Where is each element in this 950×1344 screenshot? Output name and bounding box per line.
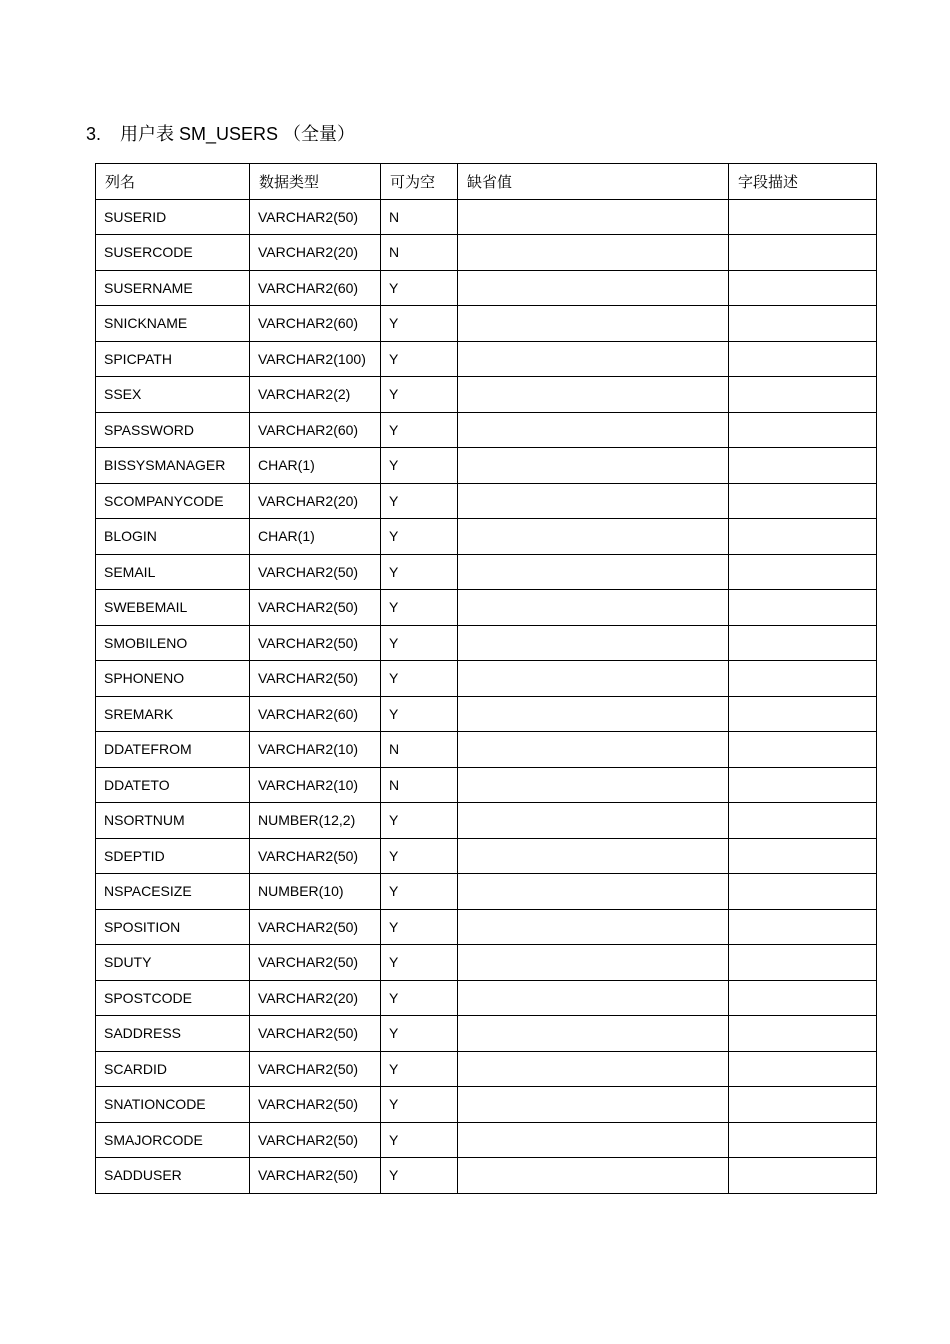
cell-description [729,838,877,874]
cell-description [729,199,877,235]
cell-description [729,661,877,697]
cell-nullable: Y [381,341,458,377]
column-header-description: 字段描述 [729,164,877,200]
cell-nullable: N [381,767,458,803]
cell-data-type: VARCHAR2(50) [250,661,381,697]
cell-description [729,235,877,271]
cell-default [458,1122,729,1158]
cell-nullable: Y [381,838,458,874]
cell-field-name: SNICKNAME [96,306,250,342]
cell-default [458,945,729,981]
cell-nullable: Y [381,306,458,342]
cell-field-name: SADDUSER [96,1158,250,1194]
cell-field-name: SREMARK [96,696,250,732]
cell-nullable: Y [381,696,458,732]
section-heading [86,122,355,146]
cell-nullable: Y [381,874,458,910]
cell-field-name: SCOMPANYCODE [96,483,250,519]
cell-description [729,270,877,306]
cell-data-type: VARCHAR2(60) [250,306,381,342]
cell-default [458,448,729,484]
cell-field-name: SADDRESS [96,1016,250,1052]
table-row [96,945,877,981]
cell-field-name: SPICPATH [96,341,250,377]
cell-data-type: VARCHAR2(50) [250,838,381,874]
cell-description [729,767,877,803]
cell-field-name: NSPACESIZE [96,874,250,910]
cell-default [458,1087,729,1123]
table-row [96,519,877,555]
cell-description [729,412,877,448]
cell-default [458,306,729,342]
cell-description [729,306,877,342]
cell-nullable: Y [381,1016,458,1052]
cell-description [729,448,877,484]
table-row [96,483,877,519]
cell-nullable: Y [381,1087,458,1123]
cell-field-name: BISSYSMANAGER [96,448,250,484]
cell-default [458,1016,729,1052]
cell-description [729,696,877,732]
cell-data-type: VARCHAR2(50) [250,909,381,945]
column-header-default: 缺省值 [458,164,729,200]
cell-nullable: Y [381,625,458,661]
cell-data-type: VARCHAR2(50) [250,1051,381,1087]
table-row [96,767,877,803]
cell-default [458,199,729,235]
cell-description [729,590,877,626]
cell-data-type: CHAR(1) [250,448,381,484]
cell-default [458,377,729,413]
cell-default [458,519,729,555]
table-row [96,625,877,661]
cell-nullable: N [381,199,458,235]
cell-default [458,554,729,590]
cell-field-name: SPASSWORD [96,412,250,448]
cell-field-name: NSORTNUM [96,803,250,839]
cell-description [729,874,877,910]
cell-nullable: Y [381,1051,458,1087]
cell-default [458,803,729,839]
cell-field-name: SUSERNAME [96,270,250,306]
cell-data-type: VARCHAR2(50) [250,554,381,590]
cell-default [458,696,729,732]
cell-nullable: Y [381,590,458,626]
cell-field-name: BLOGIN [96,519,250,555]
table-row [96,909,877,945]
cell-default [458,661,729,697]
cell-nullable: Y [381,1122,458,1158]
cell-nullable: Y [381,554,458,590]
cell-description [729,1158,877,1194]
cell-nullable: N [381,235,458,271]
table-row [96,341,877,377]
cell-data-type: NUMBER(10) [250,874,381,910]
cell-field-name: SUSERID [96,199,250,235]
cell-data-type: VARCHAR2(60) [250,696,381,732]
table-row [96,1158,877,1194]
cell-field-name: SCARDID [96,1051,250,1087]
cell-description [729,483,877,519]
cell-data-type: VARCHAR2(50) [250,590,381,626]
cell-nullable: Y [381,377,458,413]
table-row [96,696,877,732]
cell-description [729,519,877,555]
cell-description [729,1051,877,1087]
cell-data-type: VARCHAR2(2) [250,377,381,413]
table-row [96,306,877,342]
table-row [96,1016,877,1052]
cell-data-type: VARCHAR2(50) [250,1158,381,1194]
cell-default [458,483,729,519]
cell-default [458,1158,729,1194]
column-header-datatype: 数据类型 [250,164,381,200]
table-row [96,448,877,484]
table-row [96,661,877,697]
cell-description [729,803,877,839]
cell-default [458,412,729,448]
cell-data-type: VARCHAR2(100) [250,341,381,377]
cell-description [729,377,877,413]
cell-field-name: DDATEFROM [96,732,250,768]
cell-data-type: VARCHAR2(10) [250,732,381,768]
cell-description [729,732,877,768]
cell-data-type: VARCHAR2(50) [250,1016,381,1052]
cell-default [458,874,729,910]
cell-field-name: SDUTY [96,945,250,981]
table-row [96,1087,877,1123]
cell-description [729,1087,877,1123]
cell-data-type: VARCHAR2(20) [250,980,381,1016]
cell-default [458,235,729,271]
cell-nullable: Y [381,661,458,697]
cell-field-name: SPOSITION [96,909,250,945]
cell-field-name: SUSERCODE [96,235,250,271]
cell-nullable: Y [381,945,458,981]
cell-field-name: SWEBEMAIL [96,590,250,626]
cell-nullable: Y [381,803,458,839]
cell-description [729,1122,877,1158]
cell-description [729,341,877,377]
table-row [96,377,877,413]
column-header-name: 列名 [96,164,250,200]
cell-data-type: VARCHAR2(50) [250,1122,381,1158]
cell-field-name: DDATETO [96,767,250,803]
cell-field-name: SNATIONCODE [96,1087,250,1123]
cell-default [458,590,729,626]
cell-field-name: SPHONENO [96,661,250,697]
section-number: 3. [86,124,102,144]
cell-data-type: NUMBER(12,2) [250,803,381,839]
cell-default [458,1051,729,1087]
cell-nullable: Y [381,909,458,945]
cell-data-type: VARCHAR2(20) [250,235,381,271]
table-row [96,270,877,306]
table-body [96,199,877,1193]
table-row [96,1122,877,1158]
cell-nullable: Y [381,412,458,448]
table-header-row [96,164,877,200]
cell-data-type: VARCHAR2(50) [250,625,381,661]
field-spec-table [95,163,877,1194]
cell-nullable: Y [381,270,458,306]
table-row [96,199,877,235]
cell-default [458,980,729,1016]
table-row [96,980,877,1016]
cell-data-type: VARCHAR2(50) [250,945,381,981]
cell-nullable: Y [381,483,458,519]
cell-nullable: Y [381,980,458,1016]
column-header-nullable: 可为空 [381,164,458,200]
cell-description [729,625,877,661]
cell-description [729,554,877,590]
section-title: 用户表 SM_USERS （全量） [120,124,356,144]
table-row [96,803,877,839]
cell-default [458,270,729,306]
table-row [96,732,877,768]
cell-description [729,945,877,981]
cell-default [458,625,729,661]
cell-nullable: Y [381,1158,458,1194]
cell-default [458,732,729,768]
cell-nullable: Y [381,519,458,555]
cell-nullable: N [381,732,458,768]
cell-default [458,767,729,803]
cell-default [458,909,729,945]
cell-data-type: CHAR(1) [250,519,381,555]
cell-field-name: SPOSTCODE [96,980,250,1016]
cell-field-name: SMAJORCODE [96,1122,250,1158]
cell-default [458,838,729,874]
cell-data-type: VARCHAR2(60) [250,270,381,306]
cell-field-name: SMOBILENO [96,625,250,661]
cell-field-name: SEMAIL [96,554,250,590]
cell-field-name: SSEX [96,377,250,413]
cell-data-type: VARCHAR2(50) [250,1087,381,1123]
cell-data-type: VARCHAR2(50) [250,199,381,235]
cell-nullable: Y [381,448,458,484]
cell-data-type: VARCHAR2(60) [250,412,381,448]
table-row [96,838,877,874]
table-row [96,554,877,590]
table-row [96,590,877,626]
cell-description [729,909,877,945]
table-row [96,874,877,910]
cell-data-type: VARCHAR2(10) [250,767,381,803]
table-row [96,412,877,448]
cell-default [458,341,729,377]
table-row [96,235,877,271]
cell-description [729,980,877,1016]
cell-description [729,1016,877,1052]
table-row [96,1051,877,1087]
cell-data-type: VARCHAR2(20) [250,483,381,519]
cell-field-name: SDEPTID [96,838,250,874]
